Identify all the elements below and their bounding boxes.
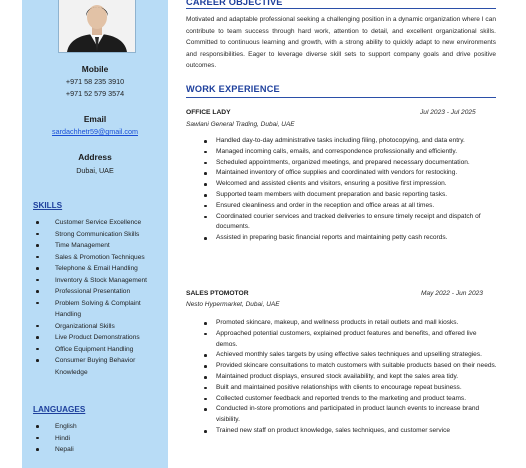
- job-duties: [200, 136, 496, 244]
- skill-item: Inventory & Stock Management: [33, 275, 159, 287]
- duty-item: Welcomed and assisted clients and visitors, ensuring a positive first impression.: [200, 179, 496, 190]
- language-item: Nepali: [33, 444, 159, 456]
- duty-item: Ensured cleanliness and order in the reception and office areas at all times.: [200, 201, 496, 212]
- job-title: SALES PTOMOTOR: [186, 290, 249, 297]
- job-dates: May 2022 - Jun 2023: [421, 290, 483, 297]
- email-section: [22, 114, 168, 138]
- duty-item: Provided skincare consultations to match customers with suitable products based on their needs.: [200, 361, 512, 372]
- duty-item: Managed incoming calls, emails, and correspondence professionally and efficiently.: [200, 147, 496, 158]
- duty-item: Conducted in-store promotions and participated in product launch events to increase brand visibility.: [200, 404, 486, 426]
- phone-number: +971 58 235 3910: [65, 77, 125, 86]
- languages-list: [33, 421, 159, 456]
- skill-item: Customer Service Excellence: [33, 217, 159, 229]
- job-company: Sawlani General Trading, Dubai, UAE: [186, 121, 295, 128]
- duty-item: Achieved monthly sales targets by using effective sales techniques and upselling strategies.: [200, 350, 491, 361]
- skills-heading: SKILLS: [33, 201, 63, 210]
- job-company: Nesto Hypermarket, Dubai, UAE: [186, 301, 280, 308]
- duty-item: Scheduled appointments, organized meetings, and prepared necessary documentation.: [200, 158, 486, 169]
- skill-item: Office Equipment Handling: [33, 344, 159, 356]
- email-link[interactable]: sardachhetr59@gmail.com: [52, 127, 138, 136]
- skill-item: Problem Solving & Complaint Handling: [33, 298, 157, 321]
- language-item: English: [33, 421, 159, 433]
- duty-item: Assisted in preparing basic financial reports and maintaining petty cash records.: [200, 233, 496, 244]
- mobile-section: [22, 64, 168, 100]
- phone-number: +971 52 579 3574: [65, 89, 125, 98]
- languages-heading: LANGUAGES: [33, 405, 86, 414]
- duty-item: Collected customer feedback and reported trends to the marketing and product teams.: [200, 394, 496, 405]
- duty-item: Supported team members with document preparation and basic reporting tasks.: [200, 190, 496, 201]
- email-heading: Email: [83, 114, 107, 124]
- job-dates: Jul 2023 - Jul 2025: [420, 109, 476, 116]
- address-heading: Address: [78, 152, 112, 162]
- profile-photo: [58, 0, 136, 53]
- job-duties: [200, 318, 496, 437]
- skill-item: Strong Communication Skills: [33, 229, 159, 241]
- language-item: Hindi: [33, 433, 159, 445]
- skill-item: Organizational Skills: [33, 321, 159, 333]
- skills-list: [33, 217, 159, 378]
- skill-item: Professional Presentation: [33, 286, 159, 298]
- duty-item: Handled day-to-day administrative tasks including filing, photocopying, and data entry.: [200, 136, 491, 147]
- duty-item: Maintained inventory of office supplies and coordinated with vendors for restocking.: [200, 168, 496, 179]
- duty-item: Coordinated courier services and tracked deliveries to ensure timely receipt and dispatch of documents.: [200, 212, 491, 234]
- skill-item: Telephone & Email Handling: [33, 263, 159, 275]
- duty-item: Approached potential customers, explained product features and benefits, and offered live demos.: [200, 329, 486, 351]
- mobile-heading: Mobile: [81, 64, 109, 74]
- objective-heading: CAREER OBJECTIVE: [186, 0, 283, 7]
- address-section: [22, 152, 168, 177]
- duty-item: Promoted skincare, makeup, and wellness products in retail outlets and mall kiosks.: [200, 318, 496, 329]
- objective-text: Motivated and adaptable professional seeking a challenging position in a dynamic organization where I can contribute to team success through hard work, attention to detail, and excellent organizational skills. Committed to continuous learning and growth, with a strong ability to quickly adapt to new environments and responsibilities. Eager to leverage diverse skill sets to support company goals and drive positive outcomes.: [186, 16, 496, 70]
- skill-item: Live Product Demonstrations: [33, 332, 159, 344]
- skill-item: Consumer Buying Behavior Knowledge: [33, 355, 157, 378]
- divider: [186, 8, 496, 9]
- duty-item: Trained new staff on product knowledge, sales techniques, and customer service: [200, 426, 496, 437]
- job-title: OFFICE LADY: [186, 109, 231, 116]
- skill-item: Sales & Promotion Techniques: [33, 252, 159, 264]
- work-heading: WORK EXPERIENCE: [186, 84, 280, 94]
- duty-item: Maintained product displays, ensured stock availability, and kept the sales area tidy.: [200, 372, 496, 383]
- divider: [186, 97, 496, 98]
- duty-item: Built and maintained positive relationships with clients to encourage repeat business.: [200, 383, 486, 394]
- skill-item: Time Management: [33, 240, 159, 252]
- address-text: Dubai, UAE: [76, 166, 114, 175]
